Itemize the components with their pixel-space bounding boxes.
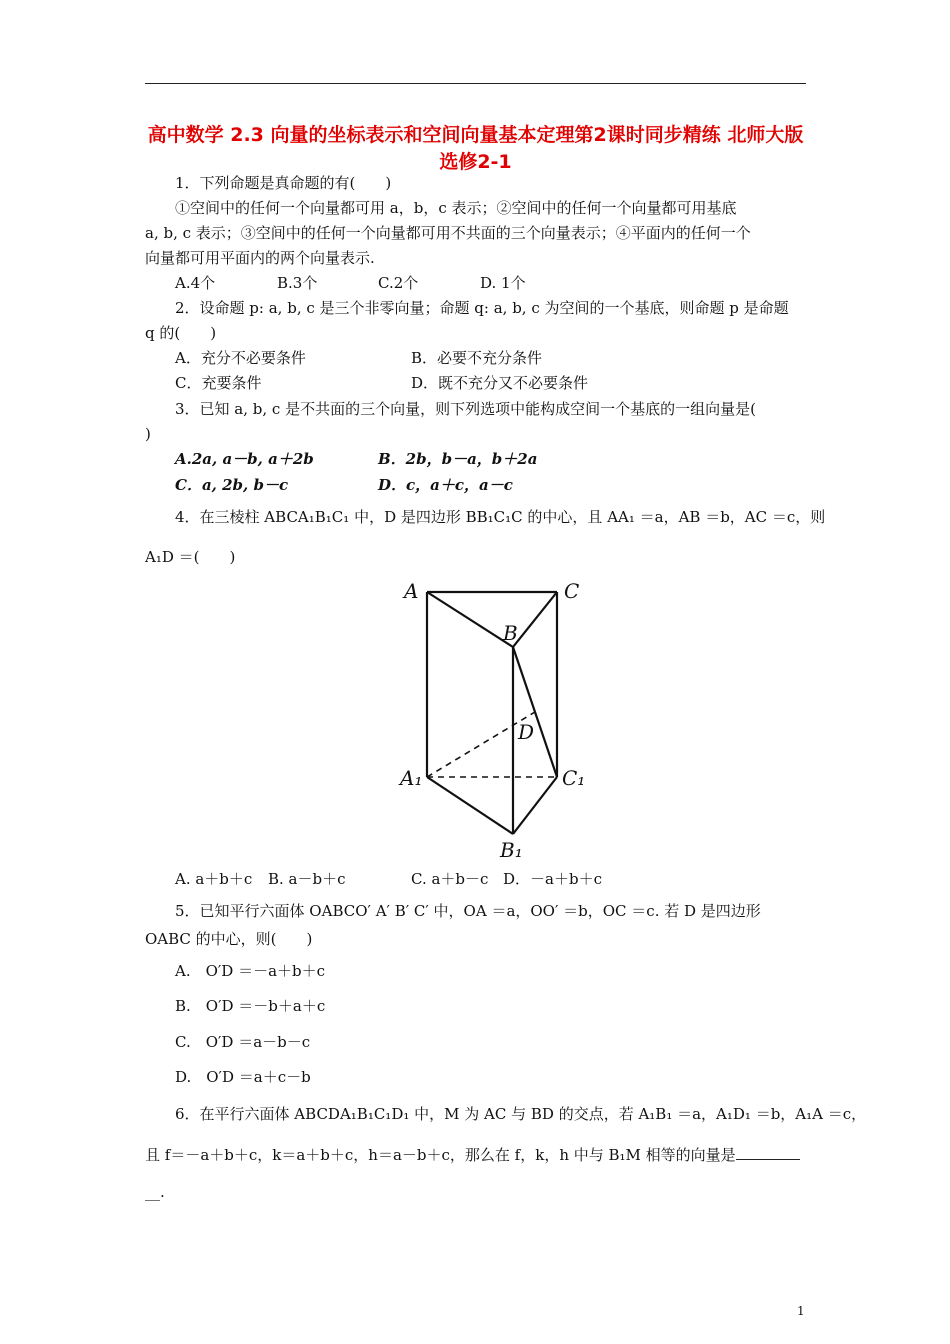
q2-option-c: C．充要条件: [175, 374, 262, 392]
q3-option-b: B．2b，b－a，b＋2a: [378, 450, 538, 468]
edge-a1b1: [427, 777, 513, 834]
page-number: 1: [797, 1304, 805, 1318]
q4-option-b: B. a－b＋c: [268, 870, 346, 888]
q6-stem-2: [145, 1144, 800, 1166]
label-c: C: [564, 579, 580, 603]
q4-stem: 4．在三棱柱 ABCA₁B₁C₁ 中，D 是四边形 BB₁C₁C 的中心，且 AA₁ ＝a，AB ＝b，AC ＝c，则: [175, 508, 826, 526]
q4-option-c: C. a＋b－c: [411, 870, 489, 888]
q6-answer-blank[interactable]: [736, 1144, 800, 1160]
q3-stem-1: 3．已知 a, b, c 是不共面的三个向量，则下列选项中能构成空间一个基底的一组向量是(: [175, 400, 756, 418]
q5-stem-1: 5．已知平行六面体 OABCO′ A′ B′ C′ 中，OA ＝a，OO′ ＝b，OC ＝c. 若 D 是四边形: [175, 902, 761, 920]
q2-option-a: A．充分不必要条件: [175, 349, 306, 367]
q1-option-b: B.3个: [277, 274, 318, 292]
label-c1: C₁: [562, 766, 586, 790]
q2-stem-1: 2．设命题 p: a, b, c 是三个非零向量；命题 q: a, b, c 为空间的一个基底，则命题 p 是命题: [175, 299, 789, 317]
edge-cb: [513, 592, 557, 647]
q4-option-d: D．－a＋b＋c: [503, 870, 602, 888]
q3-option-d: D．c，a＋c，a－c: [378, 476, 513, 494]
q1-body-2: a, b, c 表示；③空间中的任何一个向量都可用不共面的三个向量表示；④平面内的任何一个: [145, 224, 751, 242]
q5-option-b: B. O′D ＝－b＋a＋c: [175, 997, 326, 1015]
q5-option-a: A. O′D ＝－a＋b＋c: [175, 962, 326, 980]
label-b1: B₁: [500, 838, 523, 862]
q4-stem-2: A₁D ＝( ): [145, 548, 236, 566]
page-title: 高中数学 2.3 向量的坐标表示和空间向量基本定理第2课时同步精练 北师大版选修2-1: [147, 124, 804, 173]
q1-option-a: A.4个: [175, 274, 216, 292]
label-d: D: [518, 720, 535, 744]
q6-stem-3: __.: [145, 1183, 165, 1201]
prism-figure: [390, 572, 600, 864]
label-b: B: [503, 621, 518, 645]
q6-stem-1: 6．在平行六面体 ABCDA₁B₁C₁D₁ 中，M 为 AC 与 BD 的交点，若 A₁B₁ ＝a，A₁D₁ ＝b，A₁A ＝c，: [175, 1105, 867, 1123]
q3-stem-2: ): [145, 425, 151, 443]
q3-option-a: A.2a, a－b, a＋2b: [175, 450, 314, 468]
q1-stem: 1．下列命题是真命题的有( ): [175, 174, 392, 192]
q1-body-1: ①空间中的任何一个向量都可用 a，b，c 表示；②空间中的任何一个向量都可用基底: [175, 199, 737, 217]
q5-stem-2: OABC 的中心，则( ): [145, 930, 313, 948]
q4-option-a: A. a＋b＋c: [175, 870, 253, 888]
q3-option-c: C．a, 2b, b－c: [175, 476, 289, 494]
q5-option-c: C. O′D ＝a－b－c: [175, 1033, 311, 1051]
header-rule: [145, 83, 806, 84]
edge-ab: [427, 592, 513, 647]
q2-option-d: D．既不充分又不必要条件: [411, 374, 589, 392]
q2-stem-2: q 的( ): [145, 324, 217, 342]
q5-option-d: D. O′D ＝a＋c－b: [175, 1068, 311, 1086]
q2-option-b: B．必要不充分条件: [411, 349, 543, 367]
q1-body-3: 向量都可用平面内的两个向量表示.: [145, 249, 375, 267]
label-a1: A₁: [400, 766, 423, 790]
q6-stem-2-text: 且 f＝－a＋b＋c，k＝a＋b＋c，h＝a－b＋c，那么在 f，k，h 中与 B₁M 相等的向量是: [145, 1146, 736, 1164]
q1-option-d: D. 1个: [480, 274, 526, 292]
edge-c1b1: [513, 777, 557, 834]
q1-option-c: C.2个: [378, 274, 419, 292]
label-a: A: [404, 579, 419, 603]
